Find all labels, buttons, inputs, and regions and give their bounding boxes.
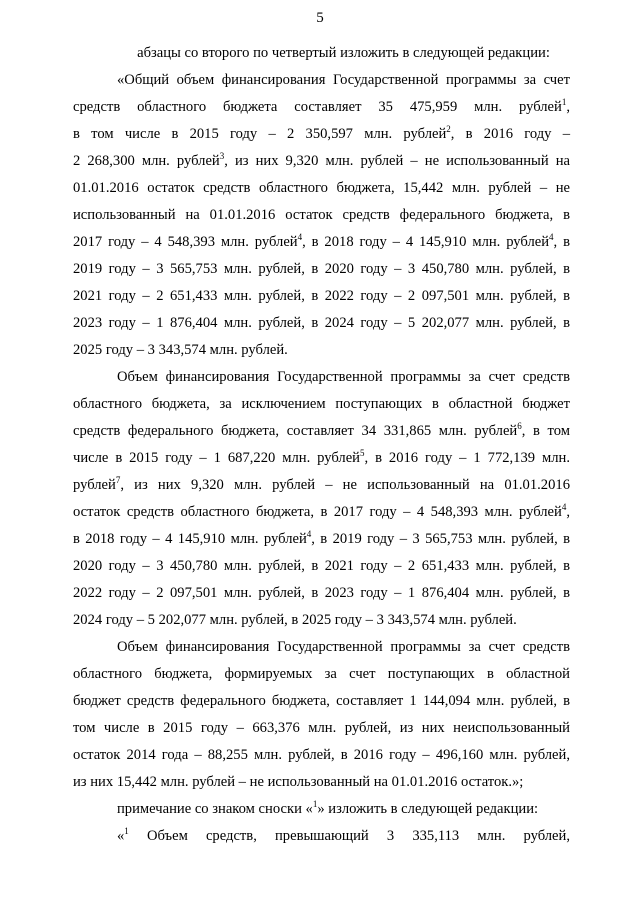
text-line [73,556,570,576]
text-line [73,475,570,495]
text-line [73,610,570,630]
footnote-marker: 2 [446,124,451,135]
text-run: рублей [73,477,116,493]
text-run: 2 268,300 млн. рублей [73,153,220,169]
text-line [73,313,570,333]
text-line [73,178,570,198]
text-line [73,745,570,765]
text-line [73,718,570,738]
text-line [73,124,570,144]
text-run: , в 2019 году – 3 565,753 млн. рублей, в [311,531,570,547]
text-line [73,151,570,171]
text-run: , в 2018 году – 4 145,910 млн. рублей [302,234,550,250]
text-run: , в том [521,423,570,439]
text-run: примечание со знаком сноски « [117,801,313,817]
text-line [73,529,570,549]
footnote-marker: 6 [517,421,522,432]
footnote-marker: 4 [549,232,554,243]
footnote-marker: 4 [297,232,303,243]
text-run: числе в 2015 году – 1 687,220 млн. рублей [73,450,360,466]
text-line [117,637,570,657]
text-run: , [566,504,570,520]
text-run: областного бюджета, формируемых за счет поступающих в областной [73,666,570,682]
text-run: 2019 году – 3 565,753 млн. рублей, в 2020 году – 3 450,780 млн. рублей, в [73,261,570,277]
text-run: средств областного бюджета составляет 35 475,959 млн. рублей [73,99,562,115]
text-run: в 2018 году – 4 145,910 млн. рублей [73,531,307,547]
footnote-marker: 1 [312,799,318,810]
text-line [73,259,570,279]
text-run: в том числе в 2015 году – 2 350,597 млн. рублей [73,126,447,142]
text-run: том числе в 2015 году – 663,376 млн. рублей, из них неиспользованный [73,720,570,736]
text-line [73,394,570,414]
text-line [73,583,570,603]
footnote-marker: 4 [561,502,567,513]
footnote-marker: 4 [306,529,312,540]
text-run: 2023 году – 1 876,404 млн. рублей, в 2024 году – 5 202,077 млн. рублей, в [73,315,570,331]
text-line [117,826,570,846]
text-line [117,799,570,819]
text-run: из них 15,442 млн. рублей – не использованный на 01.01.2016 остаток.»; [73,774,524,790]
text-run: 2025 году – 3 343,574 млн. рублей. [73,342,288,358]
footnote-marker: 1 [124,826,129,837]
footnote-marker: 5 [360,448,365,459]
footnote-marker: 3 [219,151,225,162]
text-line [73,286,570,306]
text-line [73,421,570,441]
text-run: областного бюджета, за исключением поступающих в областной бюджет [73,396,570,412]
text-run: средств федерального бюджета, составляет 34 331,865 млн. рублей [73,423,518,439]
text-run: » изложить в следующей редакции: [317,801,539,817]
text-run: использованный на 01.01.2016 остаток средств федерального бюджета, в [73,207,570,223]
text-run: «Общий объем финансирования Государственной программы за счет [117,72,570,88]
text-run: 2020 году – 3 450,780 млн. рублей, в 2021 году – 2 651,433 млн. рублей, в [73,558,570,574]
text-run: 01.01.2016 остаток средств областного бюджета, 15,442 млн. рублей – не [73,180,570,196]
text-line [73,664,570,684]
footnote-marker: 7 [115,475,121,486]
text-run: Объем финансирования Государственной программы за счет средств [117,639,570,655]
text-line [73,448,570,468]
text-line [73,691,570,711]
text-line [73,502,570,522]
text-run: 2017 году – 4 548,393 млн. рублей [73,234,298,250]
text-run: , в 2016 году – 1 772,139 млн. [364,450,570,466]
text-run: « [117,828,125,844]
page-number: 5 [316,10,324,26]
text-run: Объем средств, превышающий 3 335,113 млн. рублей, [128,828,570,844]
footnote-marker: 1 [561,97,567,108]
text-run: Объем финансирования Государственной программы за счет средств [117,369,570,385]
text-run: , из них 9,320 млн. рублей – не использованный на [224,153,570,169]
text-run: остаток средств областного бюджета, в 2017 году – 4 548,393 млн. рублей [73,504,562,520]
text-line [73,340,570,360]
text-line [73,205,570,225]
text-run: 2021 году – 2 651,433 млн. рублей, в 2022 году – 2 097,501 млн. рублей, в [73,288,570,304]
text-run: остаток 2014 года – 88,255 млн. рублей, в 2016 году – 496,160 млн. рублей, [73,747,570,763]
text-run: , в [553,234,570,250]
text-line [73,97,570,117]
text-run: , [566,99,570,115]
text-run: бюджет средств федерального бюджета, составляет 1 144,094 млн. рублей, в [73,693,570,709]
text-line [117,367,570,387]
text-line [73,232,570,252]
text-run: 2022 году – 2 097,501 млн. рублей, в 2023 году – 1 876,404 млн. рублей, в [73,585,570,601]
text-line [117,70,570,90]
text-run: абзацы со второго по четвертый изложить в следующей редакции: [137,45,550,61]
text-run: , в 2016 году – [450,126,570,142]
text-run: 2024 году – 5 202,077 млн. рублей, в 2025 году – 3 343,574 млн. рублей. [73,612,517,628]
text-line [73,772,570,792]
text-run: , из них 9,320 млн. рублей – не использованный на 01.01.2016 [120,477,570,493]
text-line [117,43,570,63]
